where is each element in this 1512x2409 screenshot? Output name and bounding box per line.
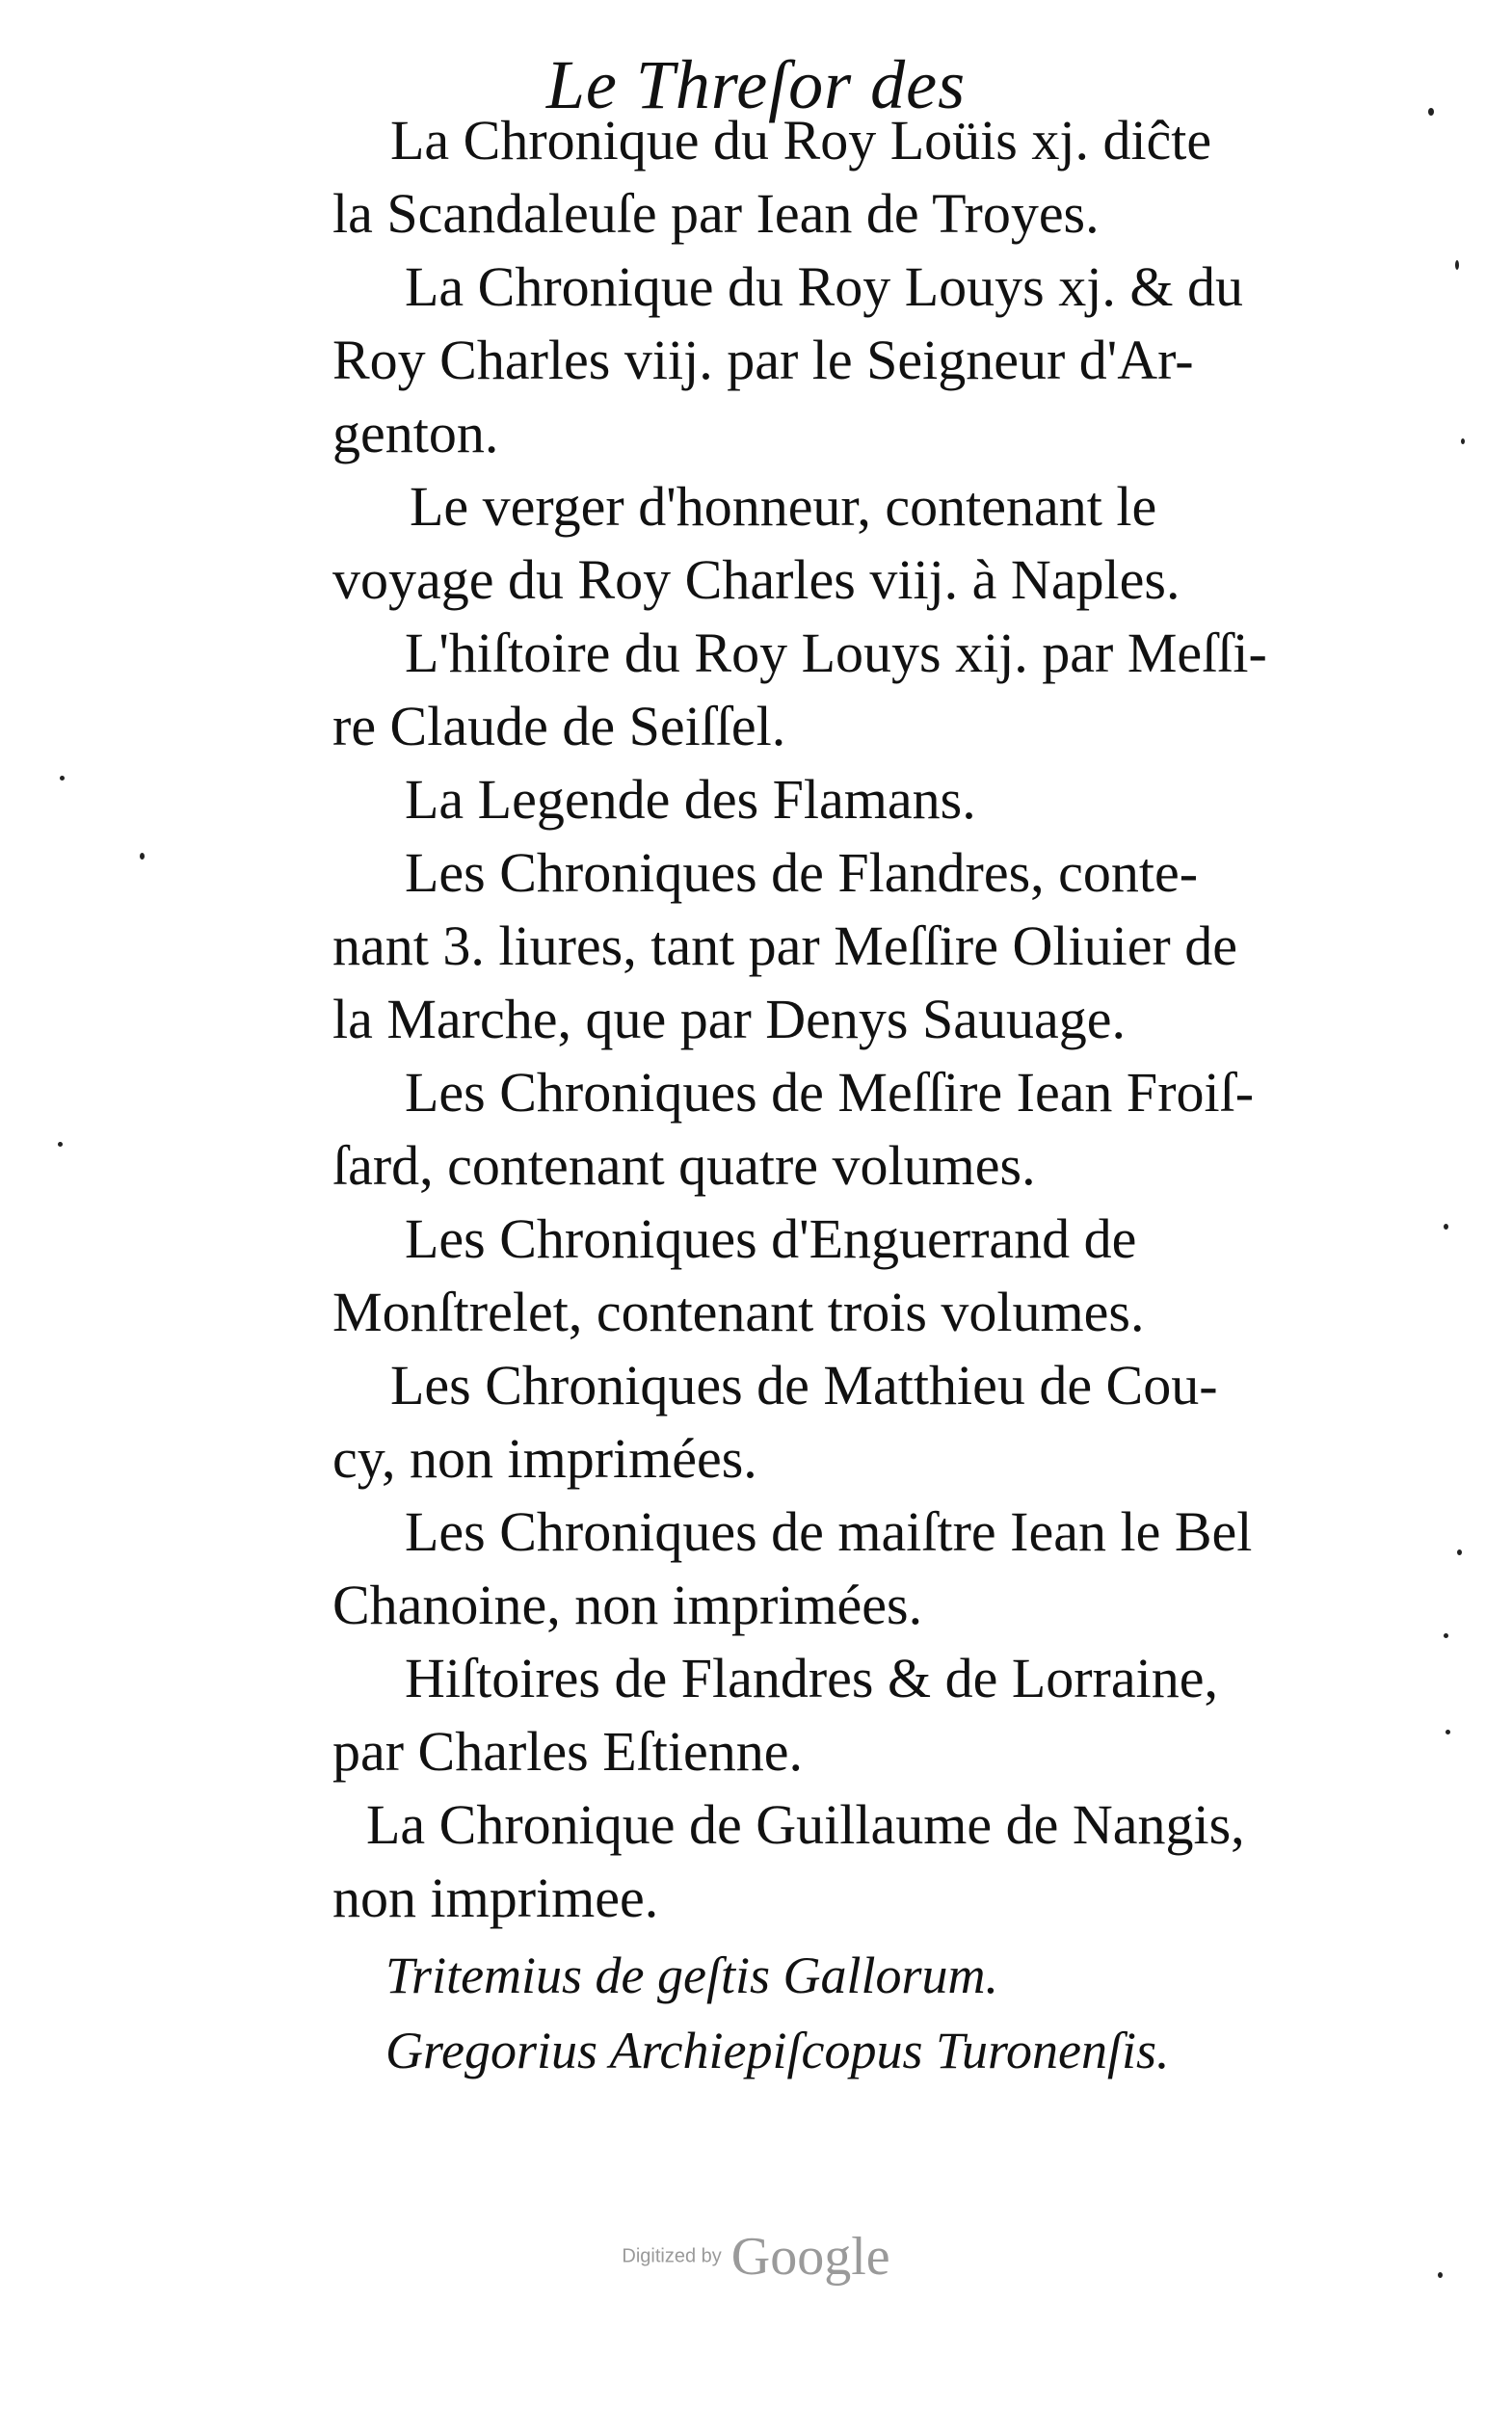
scan-speck: [1444, 1633, 1448, 1638]
scan-speck: [1446, 1730, 1450, 1734]
entry-line: ſard, contenant quatre volumes.: [332, 1134, 1036, 1197]
entry-line: Les Chroniques de maiſtre Iean le Bel: [405, 1500, 1253, 1563]
google-wordmark: Google: [730, 2227, 890, 2287]
entry-line: non imprimee.: [332, 1866, 659, 1929]
entry-line: cy, non imprimées.: [332, 1427, 757, 1490]
scan-speck: [58, 1142, 63, 1147]
entry-line: par Charles Eſtienne.: [332, 1720, 803, 1783]
entry-line: La Chronique du Roy Louys xj. & du: [405, 255, 1243, 318]
catalog-entry: [332, 251, 1383, 470]
entry-line: la Marche, que par Denys Sauuage.: [332, 988, 1126, 1050]
running-head: Le Threſor des: [545, 46, 967, 123]
catalog-entry: [332, 1349, 1383, 1496]
entry-line: La Chronique du Roy Loüis xj. diĉte: [390, 109, 1212, 172]
entry-line: nant 3. liures, tant par Meſſire Oliuier de: [332, 914, 1237, 977]
scan-speck: [1438, 2272, 1443, 2278]
catalog-entry: [332, 1642, 1383, 1788]
entry-line: Les Chroniques de Matthieu de Cou-: [390, 1354, 1218, 1416]
scan-speck: [1461, 438, 1465, 444]
catalog-entry: [332, 836, 1383, 1056]
entry-line: Les Chroniques de Meſſire Iean Froiſ-: [405, 1061, 1255, 1124]
scan-speck: [1428, 108, 1434, 116]
entry-line: Roy Charles viij. par le Seigneur d'Ar-: [332, 329, 1194, 391]
digitization-watermark: [0, 2226, 1512, 2288]
catalog-entry: [332, 617, 1383, 763]
entry-line: L'hiſtoire du Roy Louys xij. par Meſſi-: [405, 622, 1267, 684]
entry-line: la Scandaleuſe par Iean de Troyes.: [332, 182, 1100, 245]
entry-line: Hiſtoires de Flandres & de Lorraine,: [405, 1647, 1218, 1709]
scan-speck: [1444, 1224, 1448, 1230]
entry-line: Les Chroniques de Flandres, conte-: [405, 841, 1199, 904]
scan-speck: [60, 776, 65, 781]
catalog-entry: [332, 1496, 1383, 1642]
scan-speck: [1455, 260, 1459, 270]
entry-line: Le verger d'honneur, contenant le: [410, 475, 1157, 538]
scan-speck: [140, 853, 145, 860]
entry-line: Chanoine, non imprimées.: [332, 1574, 923, 1636]
catalog-entry: [332, 470, 1383, 617]
latin-entry: Gregorius Archiepiſcopus Turonenſis.: [385, 2022, 1170, 2079]
entry-line: Monſtrelet, contenant trois volumes.: [332, 1281, 1145, 1343]
catalog-entry: [332, 1056, 1383, 1203]
latin-entry: Tritemius de geſtis Gallorum.: [385, 1946, 999, 2004]
entry-line: re Claude de Seiſſel.: [332, 695, 786, 757]
entry-line: voyage du Roy Charles viij. à Naples.: [332, 548, 1180, 611]
entry-line: Les Chroniques d'Enguerrand de: [405, 1207, 1137, 1270]
entry-line: genton.: [332, 402, 499, 464]
entry-line: La Chronique de Guillaume de Nangis,: [366, 1793, 1245, 1856]
digitized-by-label: Digitized by: [622, 2245, 722, 2267]
scan-speck: [1457, 1549, 1462, 1555]
catalog-entry: [332, 1788, 1383, 1935]
entry-line: La Legende des Flamans.: [405, 768, 976, 831]
catalog-entry: [332, 1203, 1383, 1349]
catalog-entry: [332, 104, 1383, 251]
catalog-entry: [332, 763, 1383, 836]
